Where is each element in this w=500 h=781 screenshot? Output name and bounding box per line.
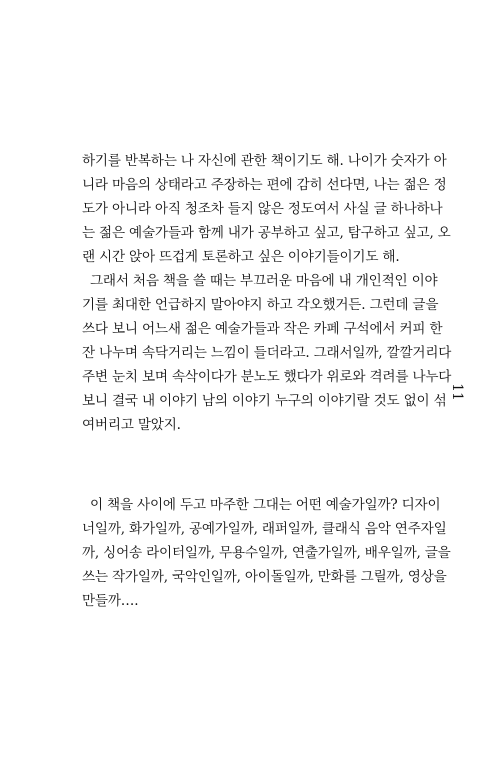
paragraph-3-line: 너일까, 화가일까, 공예가일까, 래퍼일까, 클래식 음악 연주자일 [82, 521, 447, 537]
paragraph-1-line: 니라 마음의 상태라고 주장하는 편에 감히 선다면, 나는 젊은 정 [82, 177, 447, 193]
body-text-upper [82, 149, 452, 437]
paragraph-3-line: 쓰는 작가일까, 국악인일까, 아이돌일까, 만화를 그릴까, 영상을 [82, 569, 447, 585]
paragraph-2-line: 보니 결국 내 이야기 남의 이야기 누구의 이야기랄 것도 없이 섞 [82, 393, 447, 409]
paragraph-2-line: 잔 나누며 속닥거리는 느낌이 들더라고. 그래서일까, 깔깔거리다 [82, 345, 452, 361]
paragraph-2-line: 쓰다 보니 어느새 젊은 예술가들과 작은 카페 구석에서 커피 한 [82, 321, 443, 337]
paragraph-1-line: 랜 시간 앉아 뜨겁게 토론하고 싶은 이야기들이기도 해. [82, 249, 400, 265]
paragraph-2-line: 기를 최대한 언급하지 말아야지 하고 각오했거든. 그런데 글을 [82, 297, 439, 313]
paragraph-2-line: 여버리고 말았지. [82, 417, 181, 433]
body-text-lower [82, 493, 451, 613]
paragraph-1-line: 하기를 반복하는 나 자신에 관한 책이기도 해. 나이가 숫자가 아 [82, 153, 447, 169]
paragraph-3-line: 이 책을 사이에 두고 마주한 그대는 어떤 예술가일까? 디자이 [90, 497, 441, 513]
page-number: 11 [448, 383, 465, 401]
paragraph-1-line: 도가 아니라 아직 청조차 들지 않은 정도여서 사실 글 하나하나 [82, 201, 443, 217]
paragraph-3-line: 만들까…. [82, 593, 139, 609]
paragraph-2-line: 그래서 처음 책을 쓸 때는 부끄러운 마음에 내 개인적인 이야 [90, 273, 438, 289]
paragraph-1-line: 는 젊은 예술가들과 함께 내가 공부하고 싶고, 탐구하고 싶고, 오 [82, 225, 451, 241]
paragraph-2-line: 주변 눈치 보며 속삭이다가 분노도 했다가 위로와 격려를 나누다 [82, 369, 452, 385]
paragraph-3-line: 까, 싱어송 라이터일까, 무용수일까, 연출가일까, 배우일까, 글을 [82, 545, 451, 561]
